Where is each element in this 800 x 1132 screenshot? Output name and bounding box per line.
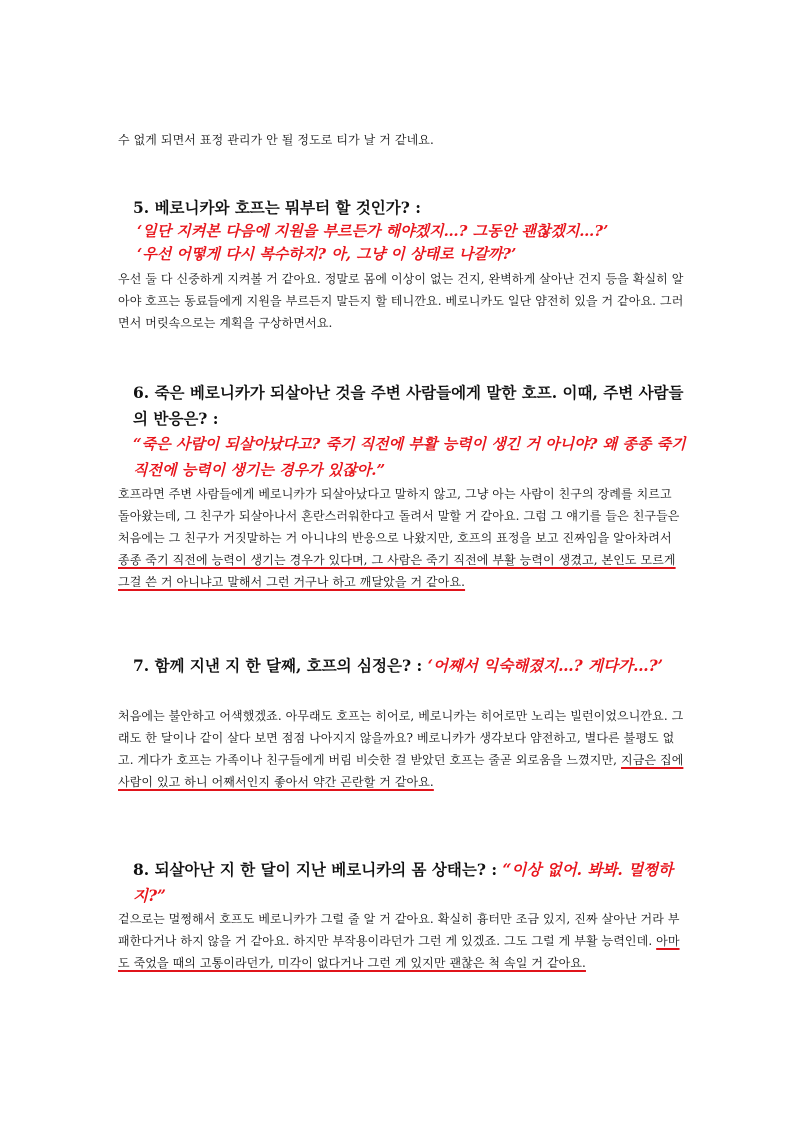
section-5-body-text: 우선 둘 다 신중하게 지켜볼 거 같아요. 정말로 몸에 이상이 없는 건지, 완벽하게 살아난 건지 등을 확실히 알아야 호프는 동료들에게 지원을 부르든지 말든지 할 테니깐요. 베로니카도 일단 얌전히 있을 거 같아요. 그러면서 머릿속으로는 계획을 구상하면서요.: [118, 272, 684, 330]
section-7-body-plain: 처음에는 불안하고 어색했겠죠. 아무래도 호프는 히어로, 베로니카는 히어로만 노리는 빌런이었으니깐요. 그래도 한 달이나 같이 살다 보면 점점 나아지지 않을까요? 베로니카가 생각보다 얌전하고, 별다른 불평도 없고. 게다가 호프는 가족이나 친구들에게 버림 비슷한 걸 받았던 호프는 줄곧 외로움을 느꼈지만,: [118, 709, 684, 767]
section-5-quote-2-text: ‘우선 어떻게 다시 복수하지? 아, 그냥 이 상태로 나갈까?’: [137, 245, 517, 263]
section-5-heading-text: 5. 베로니카와 호프는 뭐부터 할 것인가? :: [133, 198, 421, 217]
section-7-heading: [133, 653, 689, 679]
section-6-body-underlined: 종종 죽기 직전에 능력이 생기는 경우가 있다며, 그 사람은 죽기 직전에 부활 능력이 생겼고, 본인도 모르게 그걸 쓴 거 아니냐고 말해서 그런 거구나 하고 깨달았을 거 같아요.: [118, 553, 676, 589]
intro-text: 수 없게 되면서 표정 관리가 안 될 정도로 티가 날 거 같네요.: [118, 133, 434, 147]
section-7-quote: ‘어째서 익숙해졌지…? 게다가…?’: [427, 656, 664, 675]
section-6-quote-text: “죽은 사람이 되살아났다고? 죽기 직전에 부활 능력이 생긴 거 아니야? 왜 종종 죽기 직전에 능력이 생기는 경우가 있잖아.”: [133, 435, 686, 479]
intro-paragraph: [118, 129, 684, 151]
section-8-body: [118, 908, 684, 974]
section-7-body: [118, 705, 684, 793]
section-8-heading: [133, 857, 689, 909]
section-6-quote: [133, 431, 689, 483]
section-8-quote: “이상 없어. 봐봐. 멀쩡하지?”: [133, 860, 674, 905]
section-8-body-plain: 겉으로는 멀쩡해서 호프도 베로니카가 그럴 줄 알 거 같아요. 확실히 흉터만 조금 있지, 진짜 살아난 거라 부패한다거나 하지 않을 거 같아요. 하지만 부작용이라던가 그런 게 있겠죠. 그도 그럴 게 부활 능력인데.: [118, 912, 680, 948]
section-8-body-underlined: 아마도 죽었을 때의 고통이라던가, 미각이 없다거나 그런 게 있지만 괜찮은 척 속일 거 같아요.: [118, 934, 680, 970]
section-5-quote-1-text: ‘일단 지켜본 다음에 지원을 부르든가 해야겠지…? 그동안 괜찮겠지…?’: [137, 222, 609, 240]
section-6-heading-text: 6. 죽은 베로니카가 되살아난 것을 주변 사람들에게 말한 호프. 이때, 주변 사람들의 반응은? :: [133, 383, 684, 428]
section-6-body-plain: 호프라면 주변 사람들에게 베로니카가 되살아났다고 말하지 않고, 그냥 아는 사람이 친구의 장례를 치르고 돌아왔는데, 그 친구가 되살아나서 혼란스러워한다고 돌려서 말할 거 같아요. 그럼 그 얘기를 들은 친구들은 처음에는 그 친구가 거짓말하는 거 아니냐의 반응으로 나왔지만, 호프의 표정을 보고 진짜임을 알아차려서: [118, 487, 680, 545]
section-5-body: [118, 268, 684, 334]
section-7-body-underlined: 지금은 집에 사람이 있고 하니 어째서인지 좋아서 약간 곤란할 거 같아요.: [118, 753, 684, 789]
section-6-heading: [133, 380, 689, 432]
section-8-heading-text: 8. 되살아난 지 한 달이 지난 베로니카의 몸 상태는? :: [133, 860, 498, 879]
section-7-heading-text: 7. 함께 지낸 지 한 달째, 호프의 심정은? :: [133, 656, 423, 675]
section-5-quote-2: [137, 241, 693, 267]
section-6-body: [118, 483, 684, 593]
